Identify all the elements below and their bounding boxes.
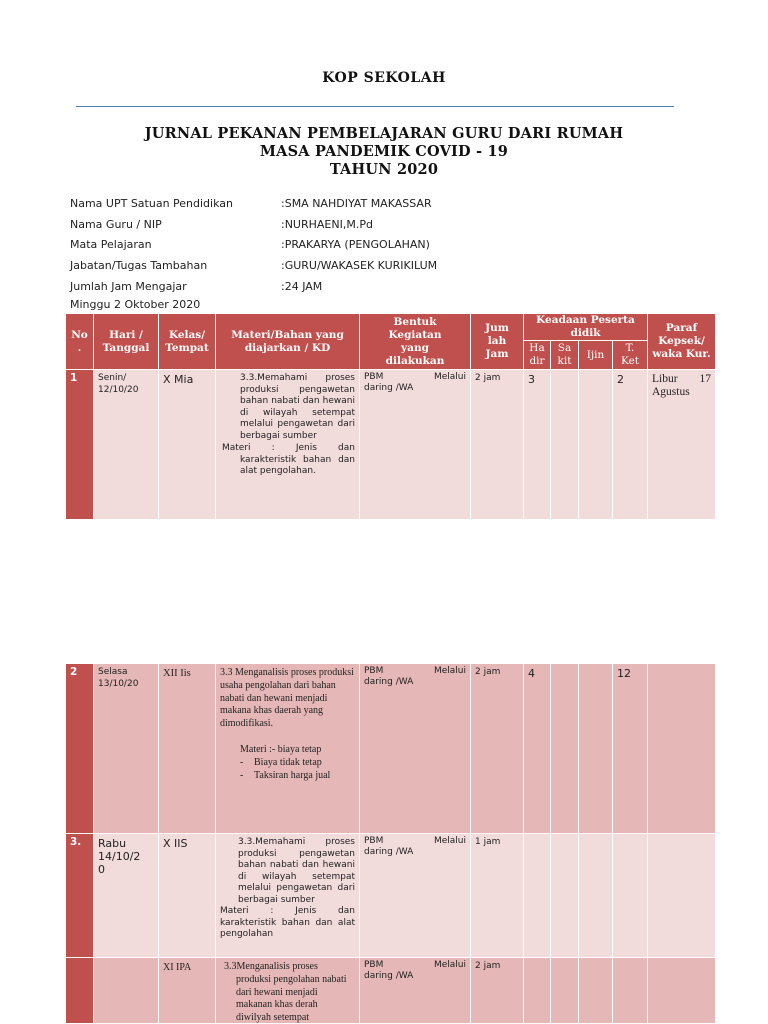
- cell-tket: 12: [613, 664, 648, 834]
- row-number: [66, 958, 94, 1024]
- cell-tket: 2: [613, 370, 648, 520]
- info-value: :NURHAENI,M.Pd: [281, 218, 373, 231]
- materi-bullet: - Biaya tidak tetap: [240, 756, 322, 768]
- week-label: Minggu 2 Oktober 2020: [70, 298, 201, 311]
- bentuk-melalui: Melalui: [433, 836, 466, 846]
- materi-kd: 3.3.Memahami proses produksi pengawetan bahan nabati dan hewani di wilayah setempat melalui pengawetan dari berbagai sumber: [240, 373, 355, 441]
- cell-bentuk: [360, 664, 471, 834]
- header-keadaan: Keadaan Peserta didik: [524, 314, 648, 341]
- header-tket: T. Ket: [613, 341, 648, 370]
- info-row-subject: [70, 238, 710, 254]
- bentuk-daring: daring /WA: [364, 383, 414, 393]
- cell-hadir: 4: [524, 664, 551, 834]
- cell-paraf: [648, 958, 716, 1024]
- header-materi: Materi/Bahan yang diajarkan / KD: [216, 314, 360, 370]
- cell-ijin: [579, 370, 613, 520]
- header-divider: [76, 106, 674, 107]
- cell-sakit: [551, 664, 579, 834]
- cell-tket: [613, 958, 648, 1024]
- row-number: 3.: [66, 834, 94, 958]
- cell-hadir: [524, 958, 551, 1024]
- header-ijin: Ijin: [579, 341, 613, 370]
- cell-hadir: [524, 834, 551, 958]
- materi-bullet: - Taksiran harga jual: [240, 769, 331, 781]
- info-row-position: [70, 259, 710, 275]
- info-value: :GURU/WAKASEK KURIKILUM: [281, 259, 438, 272]
- info-row-hours: [70, 280, 710, 296]
- info-label: Jabatan/Tugas Tambahan: [70, 259, 208, 272]
- cell-ijin: [579, 834, 613, 958]
- materi-kd: 3.3 Menganalisis proses produksi usaha pengolahan dari bahan nabati dan hewani menjadi makana khas daerah yang dimodifikasi.: [220, 667, 354, 730]
- info-value: :SMA NAHDIYAT MAKASSAR: [281, 197, 432, 210]
- cell-paraf: Libur 17 Agustus: [648, 370, 716, 520]
- header-jumlah-jam: Jum lah Jam: [471, 314, 524, 370]
- cell-bentuk: [360, 834, 471, 958]
- cell-hari: Senin/ 12/10/20: [94, 370, 159, 520]
- info-value: :24 JAM: [281, 280, 323, 293]
- row-number: 2: [66, 664, 94, 834]
- cell-kelas: X IIS: [159, 834, 216, 958]
- cell-kelas: XI IPA: [159, 958, 216, 1024]
- info-label: Mata Pelajaran: [70, 238, 152, 251]
- cell-materi: [216, 370, 360, 520]
- kop-sekolah: KOP SEKOLAH: [322, 70, 446, 86]
- materi-kd: 3.3Menganalisis proses produksi pengolahan nabati dari hewani menjadi makanan khas derah diwilyah setempat: [224, 961, 347, 1024]
- bentuk-melalui: Melalui: [433, 666, 466, 676]
- cell-ijin: [579, 664, 613, 834]
- cell-sakit: [551, 834, 579, 958]
- cell-materi: [216, 664, 360, 834]
- header-sakit: Sa kit: [551, 341, 579, 370]
- cell-materi: [216, 958, 360, 1024]
- info-row-school: [70, 197, 710, 213]
- cell-jam: 2 jam: [471, 958, 524, 1024]
- cell-bentuk: [360, 958, 471, 1024]
- bentuk-daring: daring /WA: [364, 847, 414, 857]
- document-title-line-2: MASA PANDEMIK COVID - 19: [259, 143, 509, 160]
- info-label: Nama Guru / NIP: [70, 218, 162, 231]
- cell-kelas: X Mia: [159, 370, 216, 520]
- row-number: 1: [66, 370, 94, 520]
- header-paraf: Paraf Kepsek/ waka Kur.: [648, 314, 716, 370]
- info-row-teacher: [70, 218, 710, 234]
- cell-hari: Rabu 14/10/2 0: [94, 834, 159, 958]
- bentuk-melalui: Melalui: [433, 372, 466, 382]
- materi-kd: 3.3.Memahami proses produksi pengawetan bahan nabati dan hewani di wilayah setempat melalui pengawetan dari berbagai sumber: [238, 837, 355, 905]
- info-value: :PRAKARYA (PENGOLAHAN): [281, 238, 430, 251]
- bentuk-pbm: PBM: [364, 372, 384, 382]
- header-kelas: Kelas/ Tempat: [159, 314, 216, 370]
- cell-hadir: 3: [524, 370, 551, 520]
- header-no: No .: [66, 314, 94, 370]
- bentuk-pbm: PBM: [364, 960, 384, 970]
- cell-materi: [216, 834, 360, 958]
- cell-ijin: [579, 958, 613, 1024]
- info-label: Nama UPT Satuan Pendidikan: [70, 197, 233, 210]
- header-bentuk: Bentuk Kegiatan yang dilakukan: [360, 314, 471, 370]
- cell-jam: 1 jam: [471, 834, 524, 958]
- header-hadir: Ha dir: [524, 341, 551, 370]
- cell-kelas: XII Iis: [159, 664, 216, 834]
- cell-bentuk: [360, 370, 471, 520]
- header-hari: Hari / Tanggal: [94, 314, 159, 370]
- cell-jam: 2 jam: [471, 370, 524, 520]
- cell-paraf: [648, 834, 716, 958]
- bentuk-daring: daring /WA: [364, 971, 414, 981]
- cell-paraf: [648, 664, 716, 834]
- cell-hari: [94, 958, 159, 1024]
- materi-text: Materi : Jenis dan karakteristik bahan dan alat pengolahan: [220, 906, 355, 939]
- cell-tket: [613, 834, 648, 958]
- cell-sakit: [551, 370, 579, 520]
- bentuk-pbm: PBM: [364, 836, 384, 846]
- bentuk-melalui: Melalui: [433, 960, 466, 970]
- bentuk-pbm: PBM: [364, 666, 384, 676]
- info-label: Jumlah Jam Mengajar: [70, 280, 187, 293]
- document-title-line-3: TAHUN 2020: [329, 161, 439, 178]
- cell-jam: 2 jam: [471, 664, 524, 834]
- cell-hari: Selasa 13/10/20: [94, 664, 159, 834]
- materi-text: Materi : Jenis dan karakteristik bahan dan alat pengolahan.: [222, 443, 355, 476]
- cell-sakit: [551, 958, 579, 1024]
- materi-text: Materi :- biaya tetap: [240, 743, 322, 755]
- bentuk-daring: daring /WA: [364, 677, 414, 687]
- document-title-line-1: JURNAL PEKANAN PEMBELAJARAN GURU DARI RUMAH: [144, 125, 624, 142]
